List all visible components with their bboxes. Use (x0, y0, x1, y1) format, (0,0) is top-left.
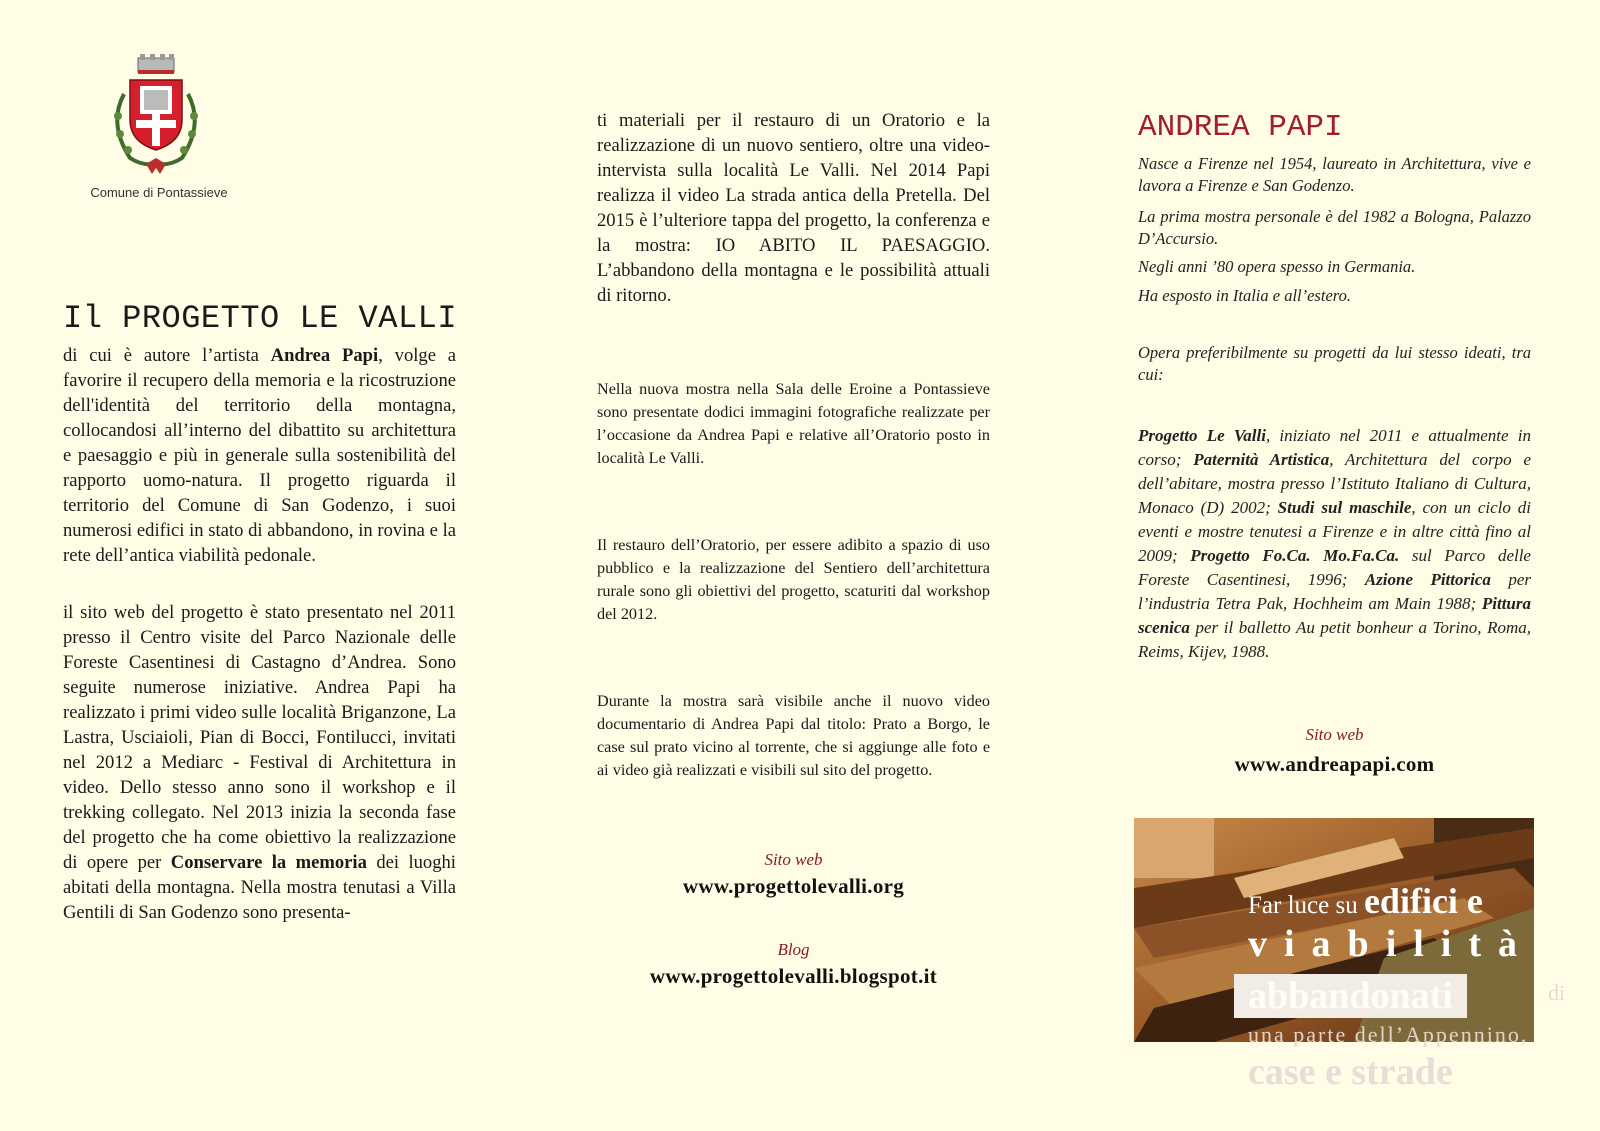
artist-website-label: Sito web (1305, 725, 1364, 744)
work-desc: per l’industria Tetra Pak, Hochheim am Main 1988; (1138, 570, 1531, 613)
documentary-paragraph: Durante la mostra sarà visibile anche il nuovo video documentario di Andrea Papi dal titolo: Prato a Borgo, le case sul prato vicino al torrente, che si aggiunge alle foto e ai video già realizzati e visibili sul sito del progetto. (597, 692, 990, 779)
text: , volge a favorire il recupero della memoria e la ricostruzione dell'identità del territorio della montagna, collocandosi all’interno del dibattito su architettura e paesaggio e più in generale sulla sostenibilità del rapporto uomo-natura. Il progetto riguarda il territorio del Comune di San Godenzo, i suoi numerosi edifici in stato di abbandono, in rovina e la rete dell’antica viabilità pedonale. (63, 345, 457, 566)
project-continuation-paragraph: ti materiali per il restauro di un Oratorio e la realizzazione di un nuovo sentiero, oltre una video-intervista sulla località Le Valli. Nel 2014 Papi realizza il video La strada antica della Pretella. Del 2015 è l’ulteriore tappa del progetto, la conferenza e la mostra: IO ABITO IL PAESAGGIO. L’abbandono della montagna e le possibilità attuali di ritorno. (597, 110, 990, 306)
overlay-line-2: viabilità (1248, 923, 1535, 965)
overlay-text: Far luce su (1248, 892, 1364, 919)
overlay-line-5: case e strade (1248, 1051, 1453, 1093)
project-blog-link[interactable]: www.progettolevalli.blogspot.it (649, 964, 938, 988)
overlay-line-4: una parte dell’Appennino, (1248, 1022, 1529, 1047)
artist-name: Andrea Papi (270, 345, 379, 366)
website-label: Sito web (764, 850, 823, 869)
work-desc: , con un ciclo di eventi e mostre tenutesi a Firenze e in altre città fino al 2009; (1138, 498, 1532, 565)
text: di cui è autore l’artista (63, 345, 271, 366)
restoration-paragraph: Il restauro dell’Oratorio, per essere adibito a spazio di uso pubblico e la realizzazione del Sentiero dell’architettura rurale sono gli obiettivi del progetto, scaturiti dal workshop del 2012. (597, 536, 990, 623)
comune-crest-logo (100, 54, 212, 180)
exhibition-paragraph: Nella nuova mostra nella Sala delle Eroine a Pontassieve sono presentate dodici immagini fotografiche realizzate per l’occasione da Andrea Papi e relative all’Oratorio posto in località Le Valli. (597, 380, 990, 467)
artist-title: ANDREA PAPI (1138, 110, 1343, 145)
artist-bio-birth: Nasce a Firenze nel 1954, laureato in Architettura, vive e lavora a Firenze e San Godenzo. (1138, 154, 1531, 195)
project-title: Il PROGETTO LE VALLI (63, 300, 458, 337)
artist-bio-first-show: La prima mostra personale è del 1982 a Bologna, Palazzo D’Accursio. (1138, 207, 1531, 248)
blog-label: Blog (777, 940, 810, 959)
work-title: Studi sul maschile (1277, 498, 1412, 517)
work-desc: sul Parco delle Foreste Casentinesi, 1996; (1138, 546, 1531, 589)
work-title: Pittura scenica (1138, 594, 1531, 637)
work-title: Azione Pittorica (1364, 570, 1491, 589)
work-desc: , Architettura del corpo e dell’abitare, mostra presso l’Istituto Italiano di Cultura, Monaco (D) 2002; (1138, 450, 1531, 517)
work-desc: , iniziato nel 2011 e attualmente in corso; (1138, 426, 1532, 469)
artist-bio-exhibited: Ha esposto in Italia e all’estero. (1138, 286, 1351, 305)
work-title: Paternità Artistica (1193, 450, 1330, 469)
overlay-line-3-di: di (1548, 980, 1566, 1005)
overlay-text-highlight: abbandonati (1248, 975, 1453, 1017)
work-desc: per il balletto Au petit bonheur a Torino, Roma, Reims, Kijev, 1988. (1138, 618, 1531, 661)
project-website-link[interactable]: www.progettolevalli.org (682, 874, 905, 898)
artist-bio-germany: Negli anni ’80 opera spesso in Germania. (1138, 257, 1416, 276)
project-history-paragraph (63, 600, 456, 925)
comune-caption: Comune di Pontassieve (90, 185, 228, 200)
emphasis: Conservare la memoria (170, 852, 367, 873)
artist-website-link[interactable]: www.andreapapi.com (1234, 752, 1435, 776)
overlay-text-bold: edifici e (1363, 881, 1483, 921)
text: il sito web del progetto è stato presentato nel 2011 presso il Centro visite del Parco Nazionale delle Foreste Casentinesi di Castagno d’Andrea. Sono seguite numerose iniziative. Andrea Papi ha realizzato i primi video sulle località Briganzone, La Lastra, Usciaioli, Pian di Bocci, Fontilucci, invitati nel 2012 a Mediarc - Festival di Architettura in video. Dello stesso anno sono il workshop e il trekking collegato. Nel 2013 inizia la seconda fase del progetto che ha come obiettivo la realizzazione di opere per (63, 602, 456, 873)
project-intro-paragraph (63, 343, 456, 568)
artist-works-list (1138, 424, 1531, 664)
work-title: Progetto Le Valli (1138, 426, 1266, 445)
work-title: Progetto Fo.Ca. Mo.Fa.Ca. (1190, 546, 1400, 565)
artist-bio-projects-intro: Opera preferibilmente su progetti da lui stesso ideati, tra cui: (1138, 343, 1531, 384)
overlay-line-1 (1248, 880, 1483, 922)
overlay-line-3 (1234, 974, 1467, 1018)
text: dei luoghi abitati della montagna. Nella mostra tenutasi a Villa Gentili di San Godenzo sono presenta- (63, 852, 456, 923)
